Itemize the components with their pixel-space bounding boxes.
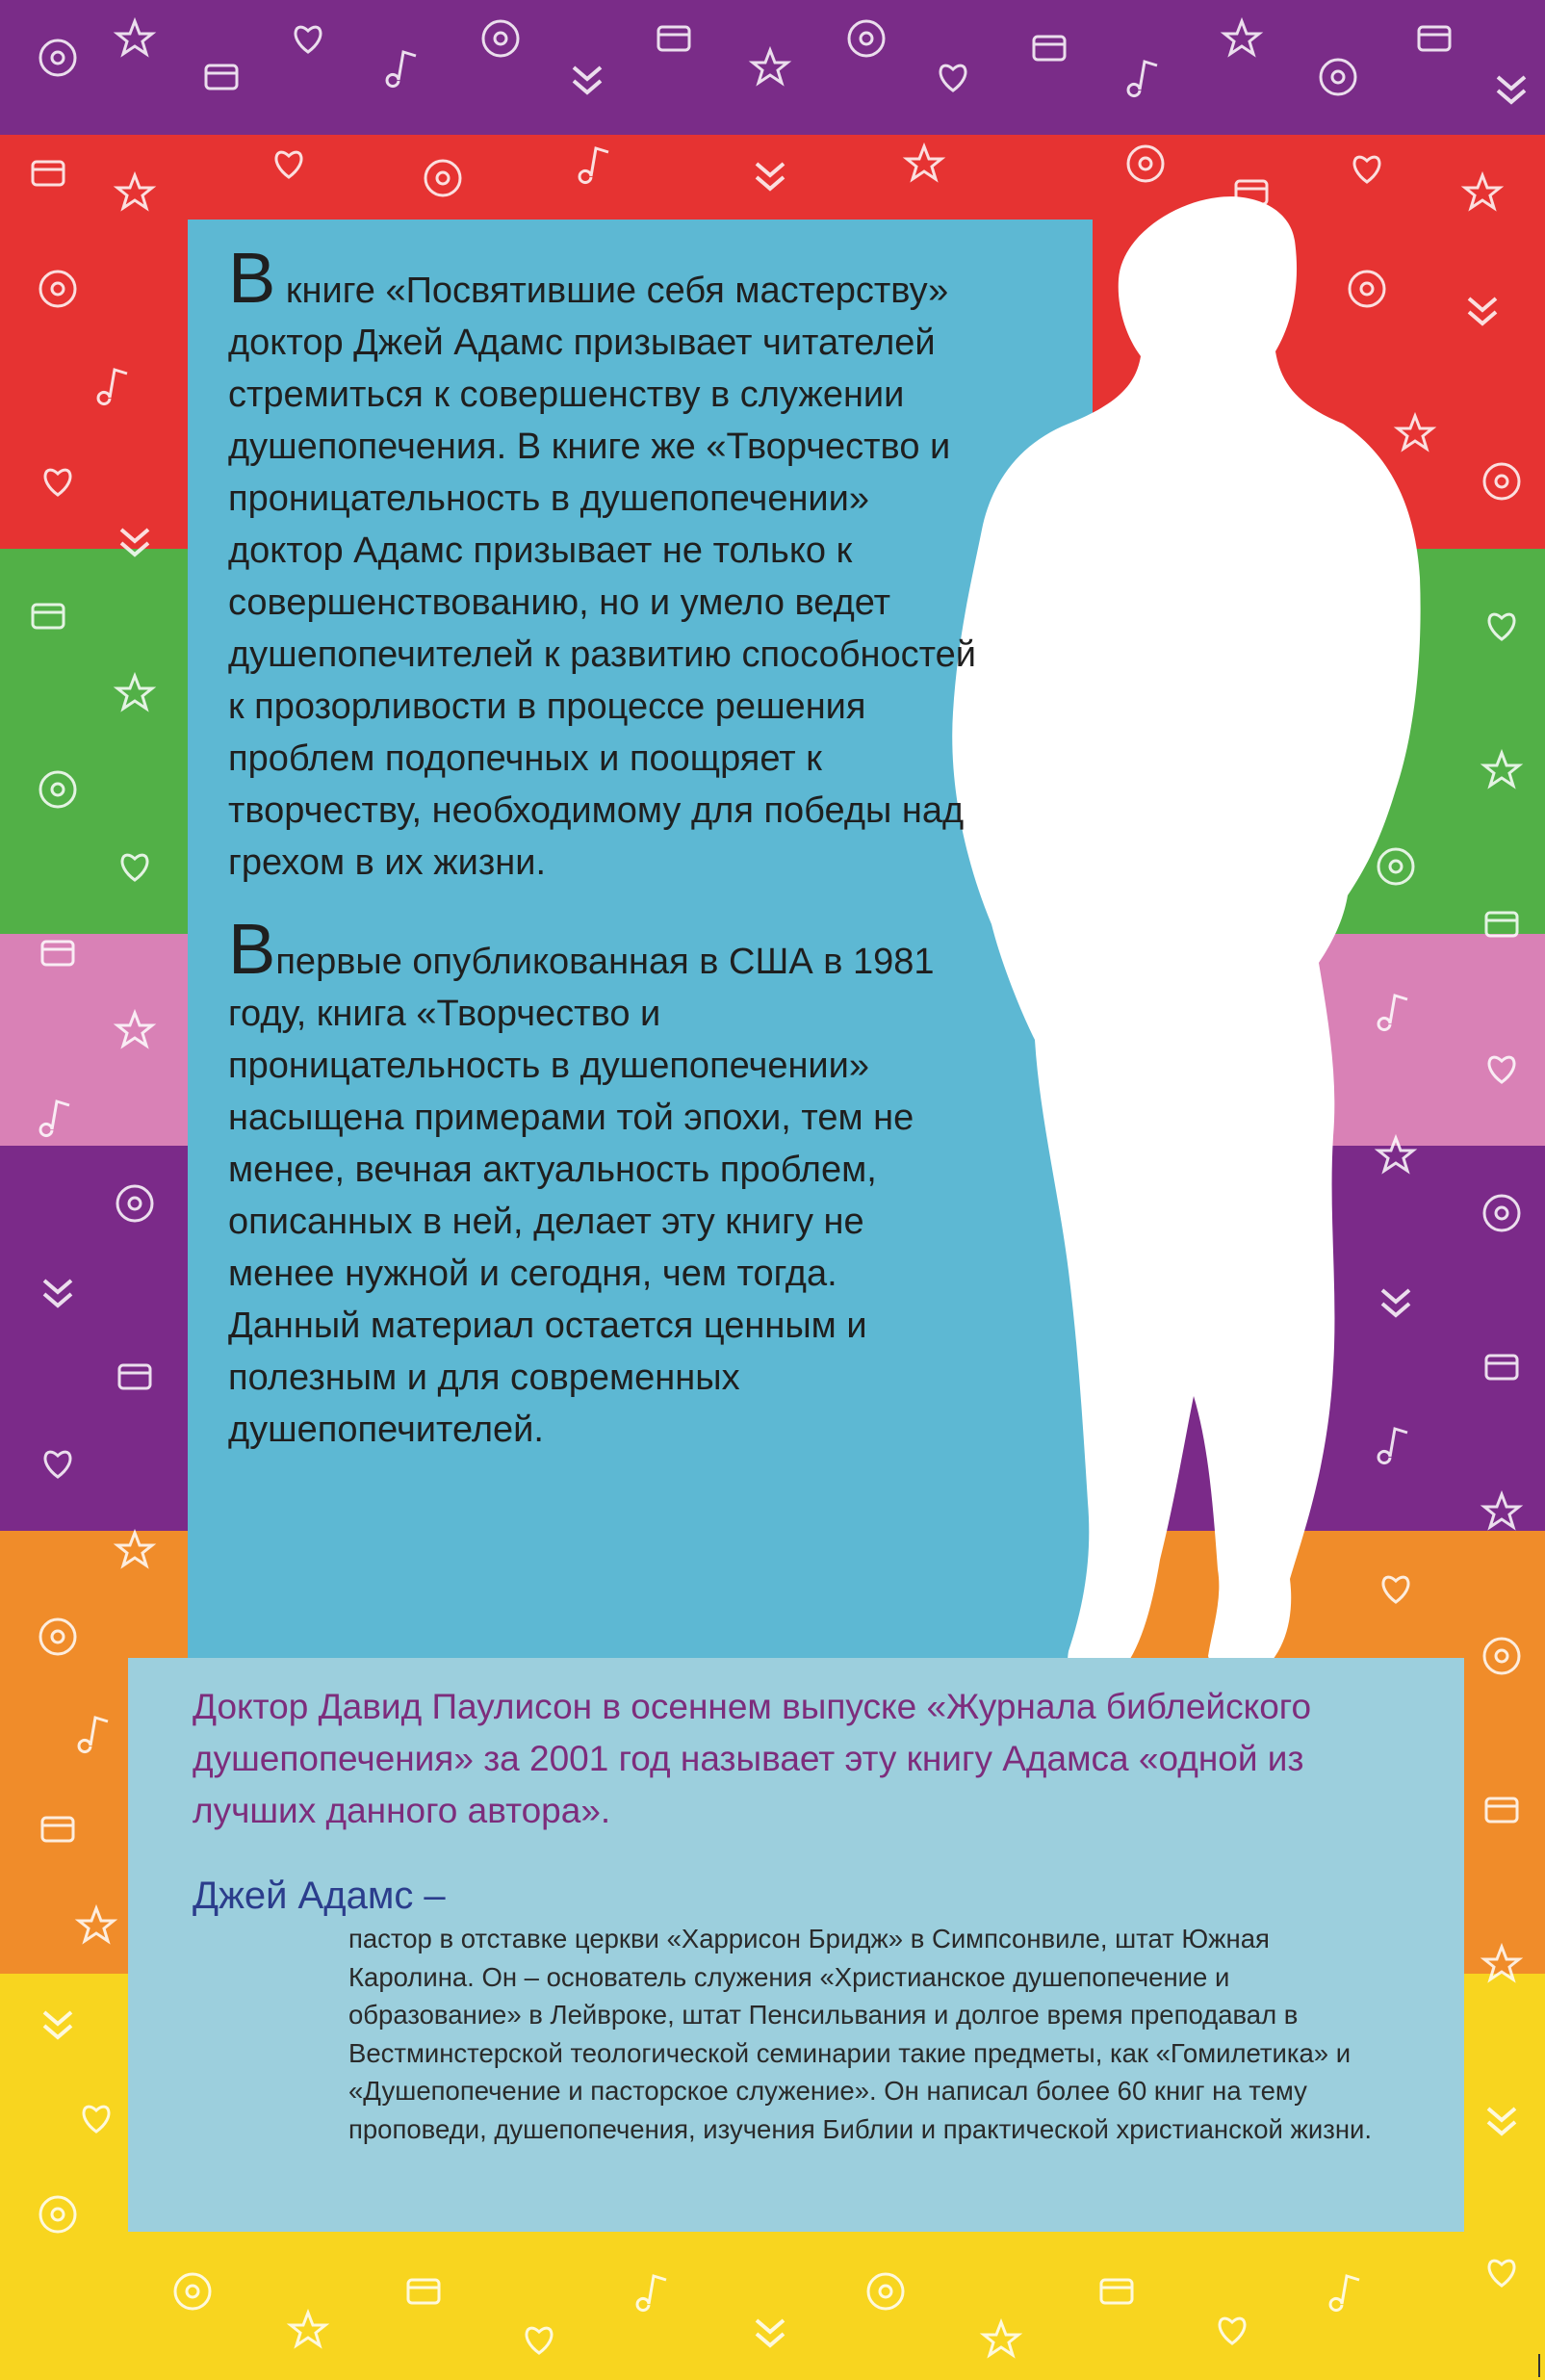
author-bio: пастор в отставке церкви «Харрисон Бридж» в Симпсонвиле, штат Южная Каролина. Он – основатель служения «Христианское душепопечение и образование» в Лейвроке, штат Пенсильвания и долгое время преподавал в Вестминстерской теологической семинарии такие предметы, как «Гомилетика» и «Душепопечение и пасторское служение». Он написал более 60 книг на тему проповеди, душепопечения, изучения Библии и практической христианской жизни.: [348, 1924, 1373, 2144]
review-quote: Доктор Давид Паулисон в осеннем выпуске «Журнала библейского душепопечения» за 2001 год называет эту книгу Адамса «одной из лучших данного автора».: [193, 1687, 1312, 1830]
crop-mark: [1538, 2354, 1540, 2377]
paragraph-1: [228, 238, 979, 889]
author-name: Джей Адамс –: [193, 1875, 446, 1917]
paragraph-2-text: первые опубликованная в США в 1981 году, книга «Творчество и проницательность в душепопечении» насыщена примерами той эпохи, тем не менее, вечная актуальность проблем, описанных в ней, делает эту книгу не менее нужной и сегодня, чем тогда. Данный материал остается ценным и полезным и для современных душепопечителей.: [228, 942, 935, 1450]
description-text: [228, 238, 979, 1490]
dropcap-1: В: [228, 238, 276, 318]
dropcap-2: В: [228, 909, 276, 989]
paragraph-2: [228, 909, 979, 1456]
paragraph-1-text: книге «Посвятившие себя мастерству» доктор Джей Адамс призывает читателей стремиться к совершенству в служении душепопечения. В книге же «Творчество и проницательность в душепопечении» доктор Адамс призывает не только к совершенствованию, но и умело ведет душепопечителей к развитию способностей к прозорливости в процессе решения проблем подопечных и поощряет к творчеству, необходимому для победы над грехом в их жизни.: [228, 271, 976, 883]
